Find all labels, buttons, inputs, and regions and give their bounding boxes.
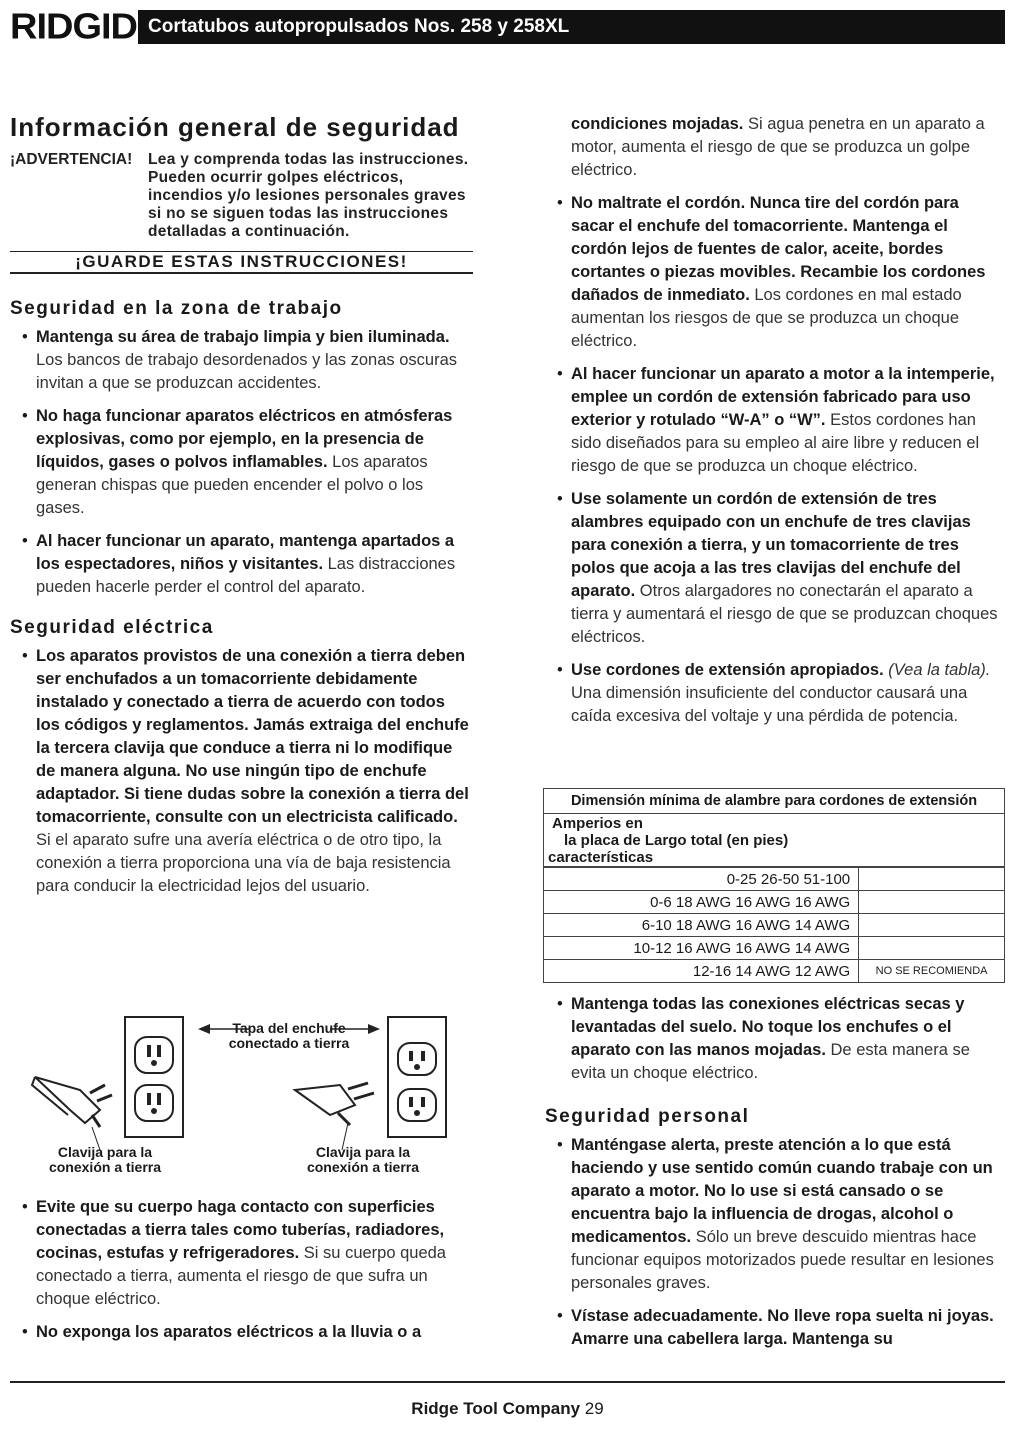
table-row: 6-10 18 AWG 16 AWG 14 AWG: [544, 914, 1005, 937]
footer: [0, 1399, 1015, 1419]
list-item: • No maltrate el cordón. Nunca tire del cordón para sacar el enchufe del tomacorriente. Mantenga el cordón lejos de fuentes de calor, aceite, bordes cortantes o piezas movibles. Recambie los cordones dañados de inmediato. Los cordones en mal estado aumentan los riesgos de que se produzca un choque eléctrico.: [557, 194, 986, 350]
table-row: 0-25 26-50 51-100: [544, 868, 1005, 891]
list-item: • Los aparatos provistos de una conexión a tierra deben ser enchufados a un tomacorriente debidamente instalado y conectado a tierra de acuerdo con todos los códigos y reglamentos. Jamás extraiga del enchufe la tercera clavija que conduce a tierra ni lo modifique de manera alguna. No use ningún tipo de enchufe adaptador. Si tiene dudas sobre la conexión a tierra del tomacorriente, consulte con un electricista calificado. Si el aparato sufre una avería eléctrica o de otro tipo, la conexión a tierra proporciona una vía de baja resistencia para conducir la electricidad lejos del usuario.: [22, 647, 469, 895]
list-item: • No exponga los aparatos eléctricos a la lluvia o a: [22, 1323, 422, 1341]
figure-label-right: Clavija para la conexión a tierra: [306, 1144, 420, 1175]
grounding-figure: [30, 1015, 470, 1180]
section-electrical: Seguridad eléctrica: [10, 617, 214, 638]
list-item: • Al hacer funcionar un aparato, mantenga apartados a los espectadores, niños y visitantes. Las distracciones pueden hacerle perder el control del aparato.: [22, 532, 456, 596]
section-personal: Seguridad personal: [545, 1106, 750, 1127]
footer-rule: [10, 1381, 1005, 1383]
list-item: • Mantenga todas las conexiones eléctricas secas y levantadas del suelo. No toque los enchufes o el aparato con las manos mojadas. De esta manera se evita un choque eléctrico.: [557, 995, 970, 1082]
page-number: 29: [584, 1399, 604, 1418]
save-instructions: ¡GUARDE ESTAS INSTRUCCIONES!: [10, 251, 473, 274]
warning-block: [10, 151, 473, 241]
list-item: • Evite que su cuerpo haga contacto con superficies conectadas a tierra tales como tuberías, radiadores, cocinas, estufas y refrigeradores. Si su cuerpo queda conectado a tierra, aumenta el riesgo de que sufra un choque eléctrico.: [22, 1198, 446, 1308]
not-recommended: NO SE RECOMIENDA: [859, 960, 1005, 983]
header-title: Cortatubos autopropulsados Nos. 258 y 258XL: [138, 10, 1005, 44]
list-item: • Use cordones de extensión apropiados. (Vea la tabla). Una dimensión insuficiente del conductor causará una caída excesiva del voltaje y una pérdida de potencia.: [557, 661, 991, 725]
right-column: [545, 113, 1003, 738]
warning-text: Lea y comprenda todas las instrucciones. Pueden ocurrir golpes eléctricos, incendios y/o lesiones personales graves si no se siguen todas las instrucciones detalladas a continuación.: [148, 151, 469, 240]
table-row: 12-16 14 AWG 12 AWG NO SE RECOMIENDA: [544, 960, 1005, 983]
table-body: [543, 867, 1005, 983]
figure-label-center: Tapa del enchufe conectado a tierra: [228, 1020, 350, 1051]
figure-label-left: Clavija para la conexión a tierra: [48, 1144, 162, 1175]
page-title: Información general de seguridad: [10, 112, 460, 142]
section-work-area: Seguridad en la zona de trabajo: [10, 298, 343, 319]
list-item: • Vístase adecuadamente. No lleve ropa suelta ni joyas. Amarre una cabellera larga. Mantenga su: [557, 1307, 994, 1348]
list-item: • No haga funcionar aparatos eléctricos en atmósferas explosivas, como por ejemplo, en la presencia de líquidos, gases o polvos inflamables. Los aparatos generan chispas que pueden encender el polvo o los gases.: [22, 407, 453, 517]
left-column: [10, 112, 473, 908]
list-item: • Al hacer funcionar un aparato a motor a la intemperie, emplee un cordón de extensión fabricado para uso exterior y rotulado “W-A” o “W”. Estos cordones han sido diseñados para su empleo al aire libre y reducen el riesgo de que se produzca un choque eléctrico.: [557, 365, 995, 475]
warning-label: ¡ADVERTENCIA!: [10, 151, 133, 168]
left-column-bottom: [10, 1196, 473, 1354]
table-title: Dimensión mínima de alambre para cordones de extensión: [543, 788, 1005, 814]
right-column-bottom: [545, 993, 1003, 1361]
table-row: 0-6 18 AWG 16 AWG 16 AWG: [544, 891, 1005, 914]
wire-size-table: [543, 788, 1005, 983]
table-row: 10-12 16 AWG 16 AWG 14 AWG: [544, 937, 1005, 960]
table-header: Amperios en la placa de Largo total (en pies) características: [543, 814, 1005, 867]
list-item: • Mantenga su área de trabajo limpia y bien iluminada. Los bancos de trabajo desordenados y las zonas oscuras invitan a que se produzcan accidentes.: [22, 328, 458, 392]
ridgid-logo: RIDGID: [10, 7, 137, 47]
list-item-continued: condiciones mojadas. Si agua penetra en un aparato a motor, aumenta el riesgo de que se produzca un golpe eléctrico.: [571, 115, 985, 179]
footer-company: Ridge Tool Company: [411, 1399, 581, 1418]
list-item: • Use solamente un cordón de extensión de tres alambres equipado con un enchufe de tres clavijas para conexión a tierra, y un tomacorriente de tres polos que acoja a las tres clavijas del enchufe del aparato. Otros alargadores no conectarán el aparato a tierra y aumentará el riesgo de que se produzcan choques eléctricos.: [557, 490, 998, 646]
list-item: • Manténgase alerta, preste atención a lo que está haciendo y use sentido común cuando trabaje con un aparato a motor. No lo use si está cansado o se encuentra bajo la influencia de drogas, alcohol o medicamentos. Sólo un breve descuido mientras hace funcionar equipos motorizados puede resultar en lesiones personales graves.: [557, 1136, 994, 1292]
